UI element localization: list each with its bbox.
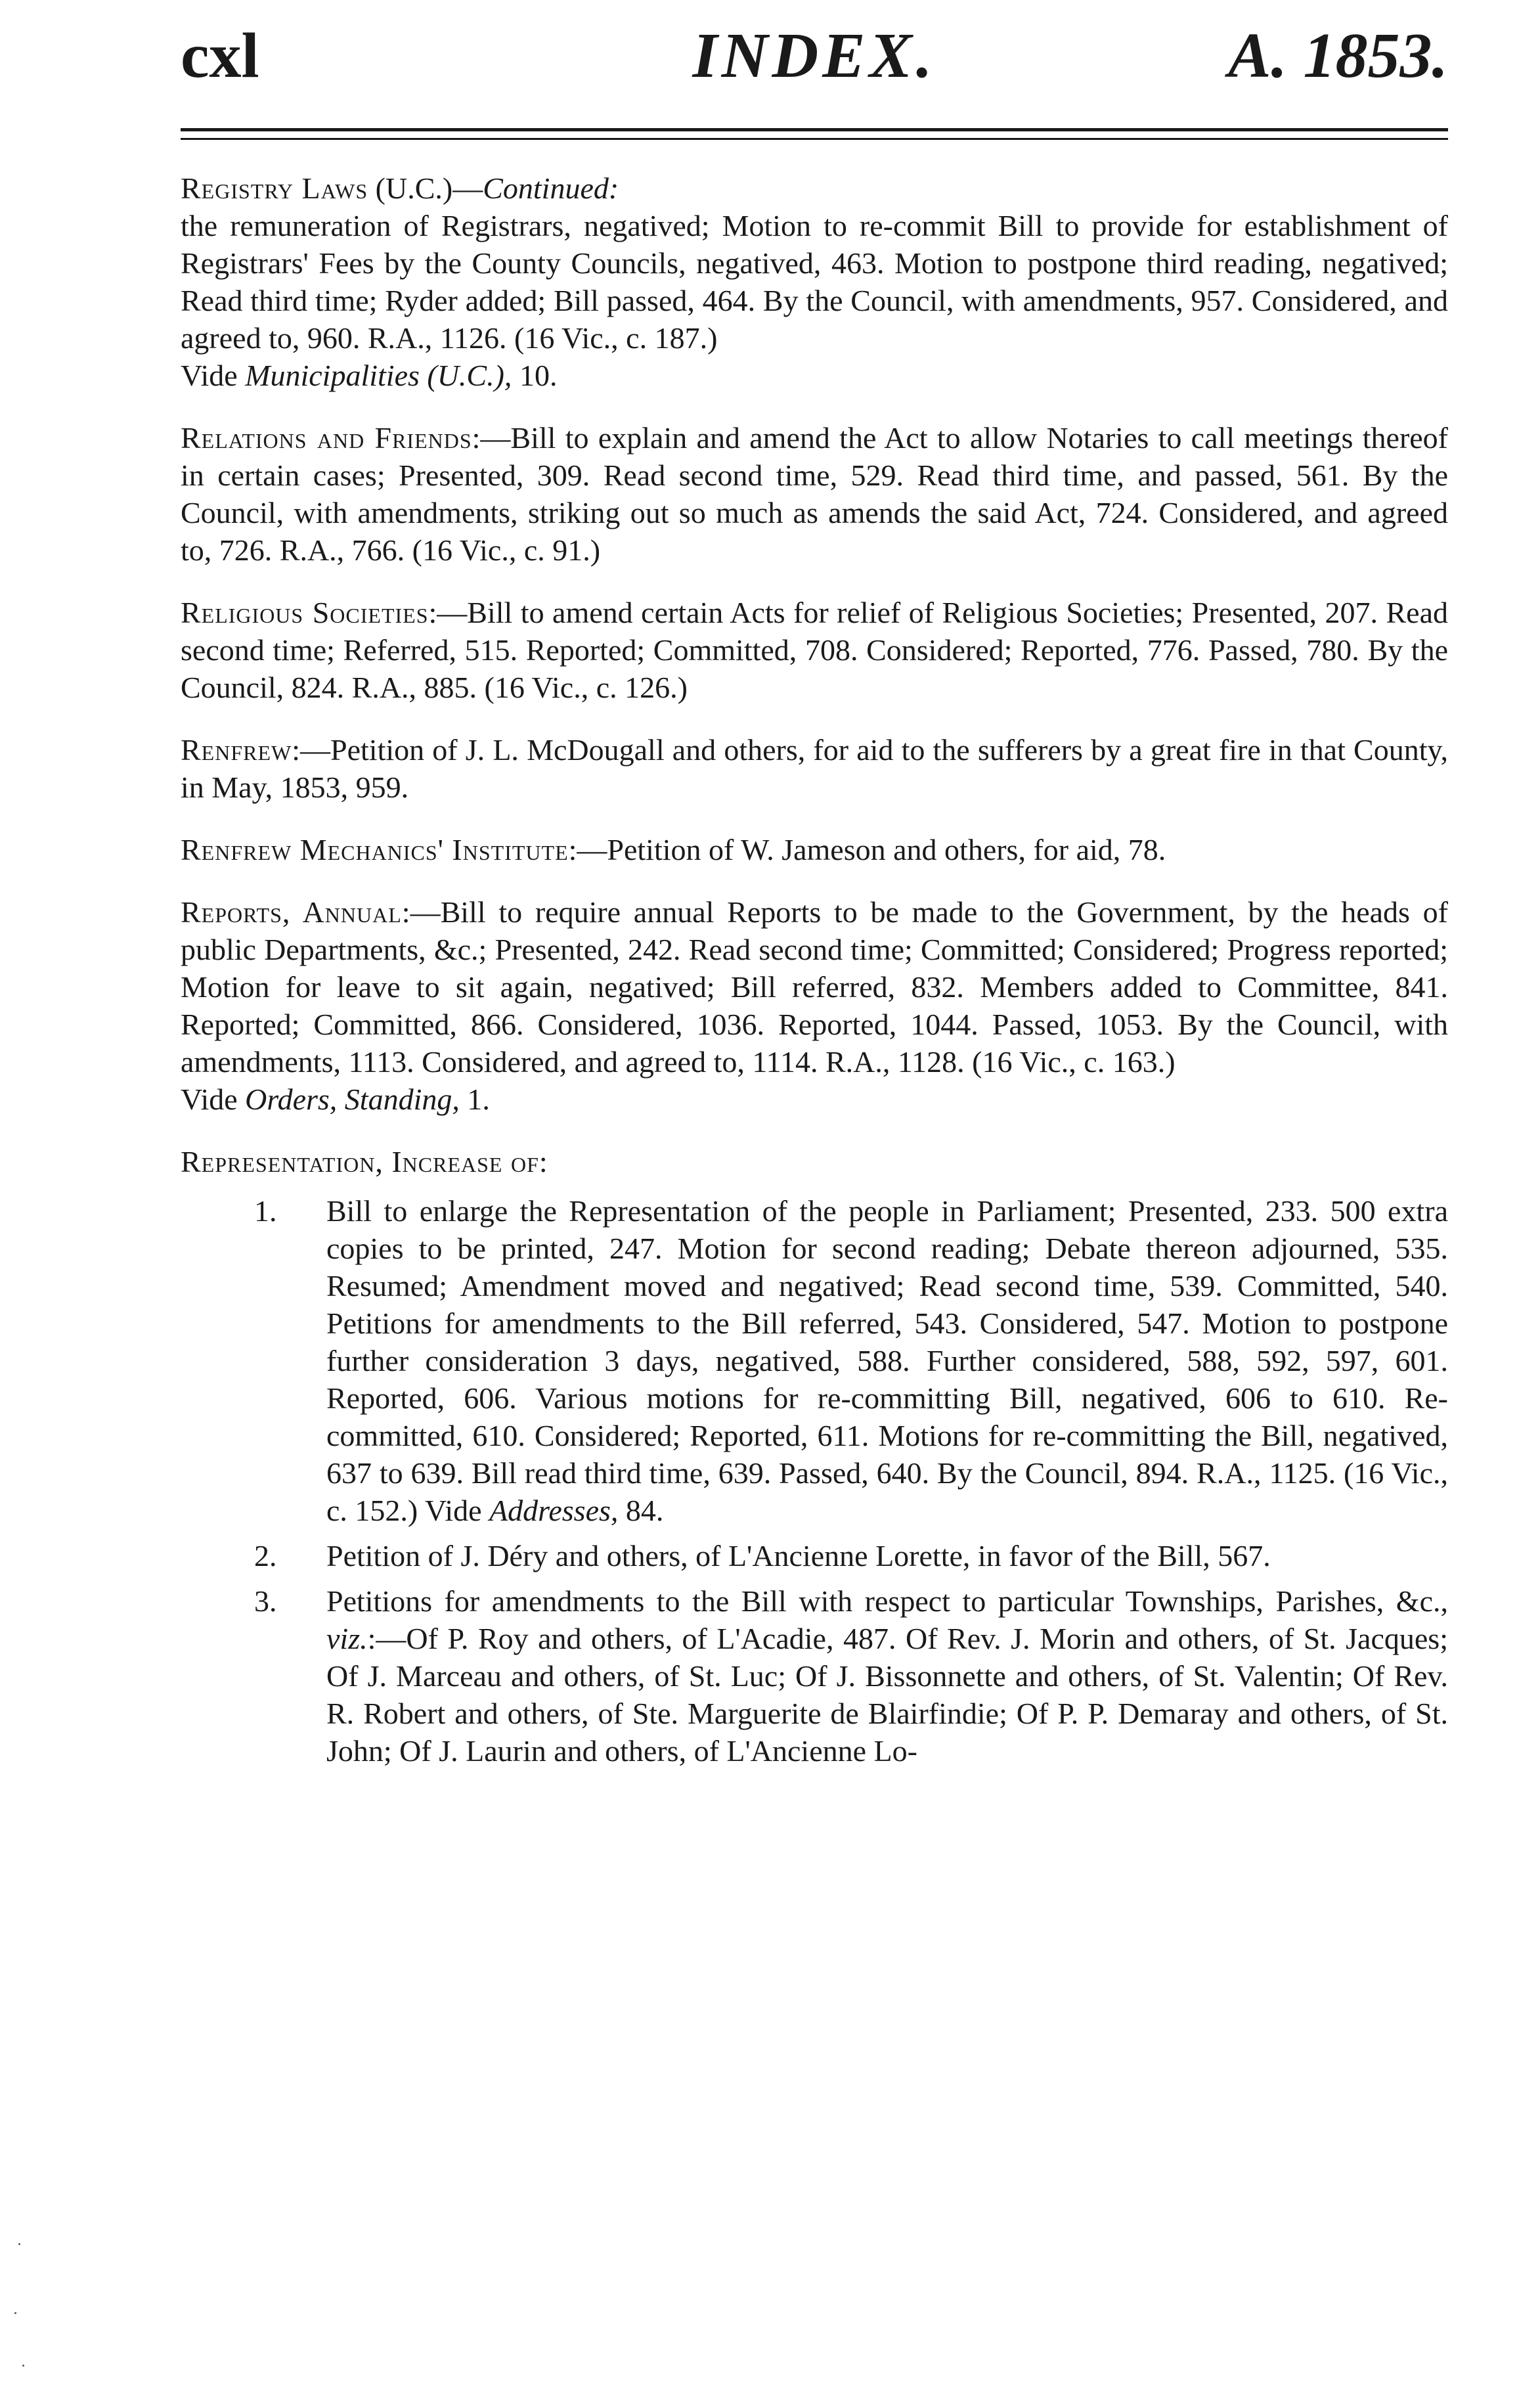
scan-speck bbox=[22, 2365, 24, 2367]
index-entry-representation-increase bbox=[181, 1143, 1448, 1770]
sub-entry-number: 3. bbox=[254, 1584, 277, 1618]
sub-entry-text: Bill to enlarge the Representation of the people in Parliament; Presented, 233. 500 extra copies to be printed, 247. Motion for second reading; Debate thereon adjourned, 535. Resumed; Amendment moved and negatived; Read second time, 539. Committed, 540. Petitions for amendments to the Bill referred, 543. Considered, 547. Motion to postpone further consideration 3 days, negatived, 588. Further considered, 588, 592, 597, 601. Reported, 606. Various motions for re-committing Bill, negatived, 606 to 610. Re-committed, 610. Considered; Reported, 611. Motions for re-committing the Bill, negatived, 637 to 639. Bill read third time, 639. Passed, 640. By the Council, 894. R.A., 1125. (16 Vic., c. 152.) Vide bbox=[326, 1194, 1448, 1527]
entry-text bbox=[181, 419, 1448, 569]
entry-heading-label: Representation, Increase of bbox=[181, 1145, 539, 1178]
entry-text bbox=[181, 893, 1448, 1081]
index-entry-reports-annual bbox=[181, 893, 1448, 1118]
vide-reference: Municipalities (U.C.), bbox=[245, 359, 512, 392]
page-number: cxl bbox=[181, 20, 259, 91]
entry-heading-suffix: (U.C.)— bbox=[368, 171, 483, 205]
sub-entry-text: Petition of J. Déry and others, of L'Ancienne Lorette, in favor of the Bill, 567. bbox=[326, 1539, 1271, 1573]
entry-text bbox=[181, 594, 1448, 706]
entry-body: the remuneration of Registrars, negatived; Motion to re-commit Bill to provide for establishment of Registrars' Fees by the County Councils, negatived, 463. Motion to postpone third reading, negatived; Read third time; Ryder added; Bill passed, 464. By the Council, with amendments, 957. Considered, and agreed to, 960. R.A., 1126. (16 Vic., c. 187.) bbox=[181, 209, 1448, 355]
header-rule-thin bbox=[181, 138, 1448, 140]
vide-reference: Orders, Standing, bbox=[245, 1082, 460, 1116]
index-entry-renfrew bbox=[181, 731, 1448, 806]
scan-speck bbox=[18, 2243, 20, 2245]
entry-text bbox=[181, 831, 1448, 868]
entry-heading-suffix: :— bbox=[472, 421, 511, 455]
entry-heading-suffix: :— bbox=[428, 596, 468, 629]
page-year: A. 1853. bbox=[1228, 20, 1448, 91]
vide-reference: Addresses, bbox=[489, 1494, 619, 1527]
scan-speck bbox=[14, 2312, 16, 2314]
vide-prefix: Vide bbox=[181, 359, 246, 392]
entry-text bbox=[181, 731, 1448, 806]
sub-entry-number: 1. bbox=[254, 1194, 277, 1228]
sub-entry-list bbox=[181, 1192, 1448, 1770]
header-rule-thick bbox=[181, 128, 1448, 131]
entry-heading-suffix: :— bbox=[401, 895, 441, 929]
entry-body: Bill to amend certain Acts for relief of Religious Societies; Presented, 207. Read second time; Referred, 515. Reported; Committed, 708. Considered; Reported, 776. Passed, 780. By the Council, 824. R.A., 885. (16 Vic., c. 126.) bbox=[181, 596, 1448, 704]
sub-entry-item bbox=[181, 1192, 1448, 1529]
entry-heading-suffix: :— bbox=[568, 833, 607, 866]
entry-heading-note: Continued: bbox=[483, 171, 619, 205]
vide-page: 10. bbox=[512, 359, 558, 392]
entry-heading bbox=[181, 1143, 1448, 1180]
entry-heading bbox=[181, 169, 1448, 207]
scan-specks bbox=[0, 0, 39, 2387]
entry-body: Bill to require annual Reports to be made to the Government, by the heads of public Departments, &c.; Presented, 242. Read second time; Committed; Considered; Progress reported; Motion for leave to sit again, negatived; Bill referred, 832. Members added to Committee, 841. Reported; Committed, 866. Considered, 1036. Reported, 1044. Passed, 1053. By the Council, with amendments, 1113. Considered, and agreed to, 1114. R.A., 1128. (16 Vic., c. 163.) bbox=[181, 895, 1448, 1079]
sub-entry-number: 2. bbox=[254, 1539, 277, 1573]
entry-heading-label: Religious Societies bbox=[181, 596, 429, 629]
sub-entry-item bbox=[181, 1537, 1448, 1574]
entry-heading-label: Renfrew Mechanics' Institute bbox=[181, 833, 569, 866]
entry-heading-label: Registry Laws bbox=[181, 171, 368, 205]
page-title: INDEX. bbox=[692, 20, 936, 91]
entry-heading-label: Renfrew bbox=[181, 733, 292, 767]
sub-entry-text-continued: :—Of P. Roy and others, of L'Acadie, 487. Of Rev. J. Morin and others, of St. Jacques; Of J. Marceau and others, of St. Luc; Of J. Bissonnette and others, of St. Valentin; Of Rev. R. Robert and others, of Ste. Marguerite de Blairfindie; Of P. P. Demaray and others, of St. John; Of J. Laurin and others, of L'Ancienne Lo- bbox=[326, 1622, 1448, 1768]
page-header bbox=[181, 20, 1448, 92]
entry-heading-suffix: :— bbox=[292, 733, 331, 767]
index-entry-relations-and-friends bbox=[181, 419, 1448, 569]
entry-vide bbox=[181, 357, 1448, 394]
vide-prefix: Vide bbox=[181, 1082, 246, 1116]
index-entry-registry-laws bbox=[181, 169, 1448, 394]
index-entry-religious-societies bbox=[181, 594, 1448, 706]
sub-entry-viz: viz. bbox=[326, 1622, 368, 1655]
vide-page: 84. bbox=[618, 1494, 664, 1527]
sub-entry-item bbox=[181, 1582, 1448, 1770]
sub-entry-text: Petitions for amendments to the Bill with respect to particular Townships, Parishes, &c., bbox=[326, 1584, 1448, 1618]
entry-body: Petition of J. L. McDougall and others, for aid to the sufferers by a great fire in that County, in May, 1853, 959. bbox=[181, 733, 1448, 804]
index-body bbox=[181, 169, 1448, 1795]
entry-heading-label: Relations and Friends bbox=[181, 421, 472, 455]
entry-vide bbox=[181, 1081, 1448, 1118]
entry-body: Bill to explain and amend the Act to allow Notaries to call meetings thereof in certain cases; Presented, 309. Read second time, 529. Read third time, and passed, 561. By the Council, with amendments, striking out so much as amends the said Act, 724. Considered, and agreed to, 726. R.A., 766. (16 Vic., c. 91.) bbox=[181, 421, 1448, 567]
index-entry-renfrew-mechanics-institute bbox=[181, 831, 1448, 868]
entry-body: Petition of W. Jameson and others, for aid, 78. bbox=[607, 833, 1166, 866]
entry-heading-suffix: : bbox=[539, 1145, 548, 1178]
vide-page: 1. bbox=[459, 1082, 490, 1116]
entry-heading-label: Reports, Annual bbox=[181, 895, 402, 929]
